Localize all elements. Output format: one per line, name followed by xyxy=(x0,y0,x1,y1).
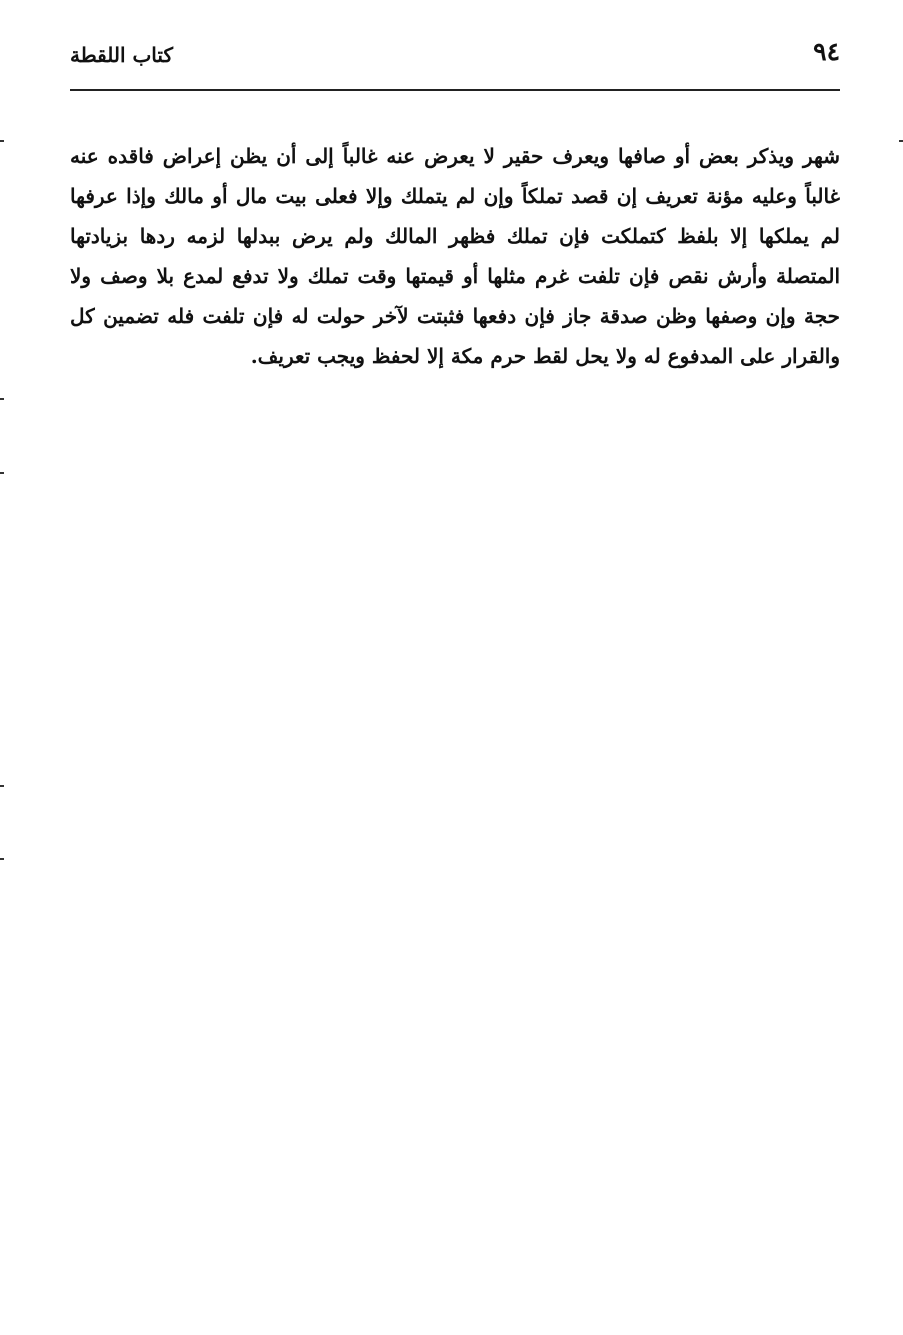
body-paragraph: شهر ويذكر بعض أو صافها ويعرف حقير لا يعرض عنه غالباً إلى أن يظن إعراض فاقده عنه غالباً وعليه مؤنة تعريف إن قصد تملكاً وإن لم يتملك وإلا فعلى بيت مال أو مالك وإذا عرفها لم يملكها إلا بلفظ كتملكت فإن تملك فظهر المالك ولم يرض ببدلها لزمه ردها بزيادتها المتصلة وأرش نقص فإن تلفت غرم مثلها أو قيمتها وقت تملك ولا تدفع لمدع بلا وصف ولا حجة وإن وصفها وظن صدقة جاز فإن دفعها فثبتت لآخر حولت له فإن تلفت فله تضمين كل والقرار على المدفوع له ولا يحل لقط حرم مكة إلا لحفظ ويجب تعريف. xyxy=(70,144,841,368)
scan-margin-mark xyxy=(899,140,903,142)
page-number: ٩٤ xyxy=(813,37,840,66)
scan-margin-mark xyxy=(0,858,4,860)
scan-margin-mark xyxy=(0,140,4,142)
scan-margin-mark xyxy=(0,472,4,474)
scan-margin-mark xyxy=(0,785,4,787)
header-divider xyxy=(70,89,840,91)
scan-margin-mark xyxy=(0,398,4,400)
running-title: كتاب اللقطة xyxy=(70,43,173,67)
running-head xyxy=(70,36,840,76)
